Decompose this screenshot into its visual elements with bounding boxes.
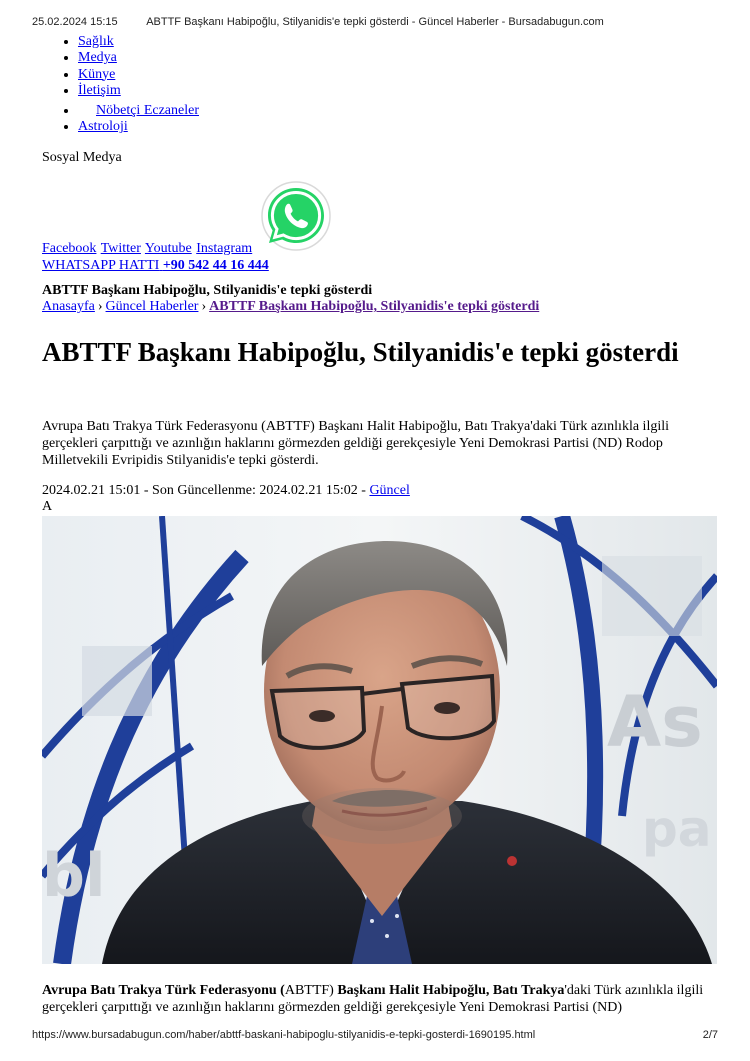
print-footer bbox=[32, 1029, 718, 1043]
youtube-link[interactable]: Youtube bbox=[144, 241, 192, 256]
print-header bbox=[32, 16, 718, 30]
article-body-paragraph bbox=[42, 982, 714, 1016]
nav-item-eczaneler bbox=[78, 103, 199, 119]
nav-link-kunye[interactable]: Künye bbox=[78, 66, 116, 82]
body-bold-1: Avrupa Batı Trakya Türk Federasyonu ( bbox=[42, 983, 285, 998]
article-meta bbox=[42, 483, 410, 499]
nav-link-astroloji[interactable]: Astroloji bbox=[78, 119, 128, 135]
social-links bbox=[42, 241, 253, 257]
social-media-label: Sosyal Medya bbox=[42, 150, 122, 165]
nav-item-astroloji bbox=[78, 119, 199, 135]
published-date: 2024.02.21 15:01 bbox=[42, 483, 141, 498]
print-page-title: ABTTF Başkanı Habipoğlu, Stilyanidis'e tepki gösterdi - Güncel Haberler - Bursadabugun.com bbox=[146, 16, 604, 28]
breadcrumb-current[interactable]: ABTTF Başkanı Habipoğlu, Stilyanidis'e tepki gösterdi bbox=[209, 299, 540, 314]
body-normal-1: ABTTF) bbox=[284, 983, 338, 998]
whatsapp-hotline-link[interactable] bbox=[42, 258, 269, 273]
whatsapp-hotline-label: WHATSAPP HATTI bbox=[42, 258, 160, 273]
category-link[interactable]: Güncel bbox=[369, 483, 410, 498]
body-normal-2: 'daki Türk azınlıkla ilgili gerçekleri çarpıttığı ve azınlığın haklarını görmezden geldiği gerekçesiyle Yeni Demokrasi Partisi (ND) bbox=[42, 983, 704, 1015]
updated-date: 2024.02.21 15:02 bbox=[259, 483, 358, 498]
facebook-link[interactable]: Facebook bbox=[42, 241, 97, 256]
print-page-number: 2/7 bbox=[702, 1029, 718, 1041]
breadcrumb bbox=[42, 299, 539, 315]
svg-text:As: As bbox=[607, 681, 703, 763]
svg-text:pa: pa bbox=[642, 800, 712, 858]
breadcrumb-separator: › bbox=[201, 299, 207, 314]
nav-link-iletisim[interactable]: İletişim bbox=[78, 82, 121, 98]
nav-item-medya bbox=[78, 50, 199, 66]
instagram-link[interactable]: Instagram bbox=[196, 241, 253, 256]
twitter-link[interactable]: Twitter bbox=[100, 241, 141, 256]
updated-prefix: - Son Güncellenme: bbox=[143, 483, 256, 498]
nav-item-kunye bbox=[78, 67, 199, 83]
nav-item-saglik bbox=[78, 34, 199, 50]
font-size-toggle[interactable]: A bbox=[42, 499, 53, 514]
print-date: 25.02.2024 15:15 bbox=[32, 16, 118, 28]
nav-link-saglik[interactable]: Sağlık bbox=[78, 34, 114, 49]
meta-separator: - bbox=[361, 483, 366, 498]
article-lead: Avrupa Batı Trakya Türk Federasyonu (ABTTF) Başkanı Halit Habipoğlu, Batı Trakya'daki Türk azınlıkla ilgili gerçekleri çarpıttığı ve azınlığın haklarını görmezden geldiği gerekçesiyle Yeni Demokrasi Partisi (ND) Rodop Milletvekili Evripidis Stilyanidis'e tepki gösterdi. bbox=[42, 419, 669, 468]
whatsapp-icon[interactable] bbox=[260, 180, 332, 252]
article-headline: ABTTF Başkanı Habipoğlu, Stilyanidis'e tepki gösterdi bbox=[42, 337, 679, 367]
body-bold-2: Başkanı Halit Habipoğlu, Batı Trakya bbox=[337, 983, 565, 998]
print-url: https://www.bursadabugun.com/haber/abttf-baskani-habipoglu-stilyanidis-e-tepki-gosterdi-1690195.html bbox=[32, 1029, 536, 1041]
nav-link-eczaneler[interactable]: Nöbetçi Eczaneler bbox=[96, 103, 199, 119]
breadcrumb-separator: › bbox=[97, 299, 103, 314]
whatsapp-hotline bbox=[42, 258, 269, 274]
breadcrumb-category[interactable]: Güncel Haberler bbox=[105, 299, 199, 314]
breadcrumb-page-title: ABTTF Başkanı Habipoğlu, Stilyanidis'e tepki gösterdi bbox=[42, 283, 373, 298]
svg-text:bl: bl bbox=[42, 841, 106, 911]
nav-menu bbox=[42, 34, 199, 136]
article-photo bbox=[42, 516, 717, 964]
breadcrumb-home[interactable]: Anasayfa bbox=[42, 299, 95, 314]
nav-link-medya[interactable]: Medya bbox=[78, 50, 117, 66]
nav-item-iletisim bbox=[78, 83, 199, 99]
whatsapp-number: +90 542 44 16 444 bbox=[162, 258, 269, 273]
